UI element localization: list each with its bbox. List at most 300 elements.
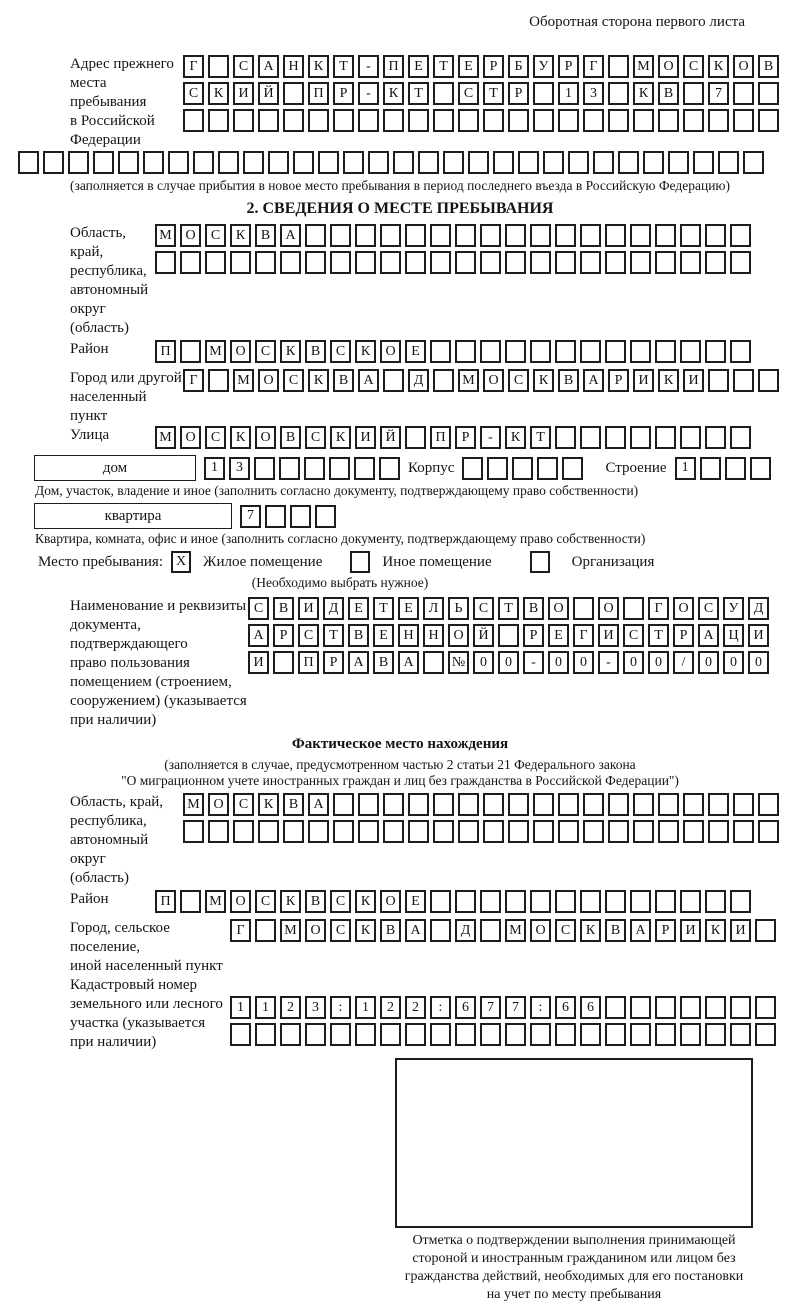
char-box[interactable]	[705, 996, 726, 1019]
char-box[interactable]: О	[658, 55, 679, 78]
char-box[interactable]	[630, 340, 651, 363]
checkbox-organization[interactable]	[530, 551, 550, 573]
char-box[interactable]	[680, 996, 701, 1019]
char-box[interactable]: О	[448, 624, 469, 647]
char-box[interactable]	[318, 151, 339, 174]
char-box[interactable]	[329, 457, 350, 480]
char-box[interactable]: П	[155, 890, 176, 913]
char-box[interactable]: О	[733, 55, 754, 78]
char-box[interactable]: Н	[423, 624, 444, 647]
char-box[interactable]: А	[698, 624, 719, 647]
char-box[interactable]	[290, 505, 311, 528]
char-box[interactable]	[230, 1023, 251, 1046]
char-box[interactable]	[630, 224, 651, 247]
char-box[interactable]	[430, 224, 451, 247]
char-box[interactable]	[730, 224, 751, 247]
char-box[interactable]	[755, 919, 776, 942]
char-box[interactable]: С	[330, 340, 351, 363]
char-box[interactable]: С	[305, 426, 326, 449]
char-box[interactable]	[255, 1023, 276, 1046]
char-box[interactable]: С	[255, 340, 276, 363]
char-box[interactable]	[304, 457, 325, 480]
char-box[interactable]	[618, 151, 639, 174]
char-box[interactable]	[680, 426, 701, 449]
char-box[interactable]	[168, 151, 189, 174]
char-box[interactable]	[630, 1023, 651, 1046]
char-box[interactable]: А	[405, 919, 426, 942]
char-box[interactable]: С	[205, 426, 226, 449]
char-box[interactable]	[354, 457, 375, 480]
char-box[interactable]: -	[480, 426, 501, 449]
char-box[interactable]: Ь	[448, 597, 469, 620]
char-box[interactable]	[183, 820, 204, 843]
char-box[interactable]: С	[205, 224, 226, 247]
char-box[interactable]	[205, 251, 226, 274]
char-box[interactable]: К	[280, 340, 301, 363]
char-box[interactable]: А	[583, 369, 604, 392]
char-box[interactable]	[180, 251, 201, 274]
char-box[interactable]	[380, 251, 401, 274]
char-box[interactable]	[68, 151, 89, 174]
char-box[interactable]	[355, 251, 376, 274]
char-box[interactable]	[265, 505, 286, 528]
char-box[interactable]	[758, 82, 779, 105]
char-box[interactable]: 6	[555, 996, 576, 1019]
char-box[interactable]	[405, 224, 426, 247]
char-box[interactable]	[255, 919, 276, 942]
char-box[interactable]: К	[533, 369, 554, 392]
char-box[interactable]: В	[523, 597, 544, 620]
char-box[interactable]: В	[348, 624, 369, 647]
char-box[interactable]: А	[348, 651, 369, 674]
char-box[interactable]	[480, 340, 501, 363]
char-box[interactable]	[518, 151, 539, 174]
char-box[interactable]	[530, 340, 551, 363]
char-box[interactable]: Е	[405, 340, 426, 363]
char-box[interactable]	[358, 820, 379, 843]
char-box[interactable]: С	[683, 55, 704, 78]
char-box[interactable]	[733, 793, 754, 816]
char-box[interactable]	[208, 55, 229, 78]
char-box[interactable]: Т	[648, 624, 669, 647]
char-box[interactable]: 2	[380, 996, 401, 1019]
char-box[interactable]: Р	[508, 82, 529, 105]
char-box[interactable]	[283, 820, 304, 843]
char-box[interactable]	[462, 457, 483, 480]
checkbox-other-premises[interactable]	[350, 551, 370, 573]
char-box[interactable]	[730, 996, 751, 1019]
char-box[interactable]	[508, 820, 529, 843]
char-box[interactable]: К	[230, 426, 251, 449]
char-box[interactable]: М	[233, 369, 254, 392]
char-box[interactable]	[380, 224, 401, 247]
char-box[interactable]	[655, 890, 676, 913]
char-box[interactable]	[533, 109, 554, 132]
char-box[interactable]	[655, 996, 676, 1019]
char-box[interactable]	[580, 1023, 601, 1046]
char-box[interactable]	[580, 224, 601, 247]
char-box[interactable]	[355, 224, 376, 247]
char-box[interactable]: 1	[230, 996, 251, 1019]
char-box[interactable]	[608, 109, 629, 132]
char-box[interactable]: О	[230, 340, 251, 363]
char-box[interactable]: Т	[333, 55, 354, 78]
char-box[interactable]	[750, 457, 771, 480]
char-box[interactable]	[655, 1023, 676, 1046]
char-box[interactable]: М	[505, 919, 526, 942]
char-box[interactable]	[680, 224, 701, 247]
char-box[interactable]: В	[605, 919, 626, 942]
char-box[interactable]: Д	[408, 369, 429, 392]
char-box[interactable]: Й	[380, 426, 401, 449]
char-box[interactable]: В	[280, 426, 301, 449]
char-box[interactable]: Е	[373, 624, 394, 647]
char-box[interactable]	[530, 1023, 551, 1046]
char-box[interactable]	[405, 426, 426, 449]
char-box[interactable]	[683, 109, 704, 132]
char-box[interactable]	[183, 109, 204, 132]
char-box[interactable]: Г	[183, 369, 204, 392]
char-box[interactable]: О	[548, 597, 569, 620]
char-box[interactable]: О	[305, 919, 326, 942]
char-box[interactable]: С	[473, 597, 494, 620]
char-box[interactable]: О	[483, 369, 504, 392]
char-box[interactable]	[333, 109, 354, 132]
char-box[interactable]	[705, 890, 726, 913]
char-box[interactable]	[580, 251, 601, 274]
char-box[interactable]: 6	[580, 996, 601, 1019]
char-box[interactable]: П	[430, 426, 451, 449]
char-box[interactable]: А	[398, 651, 419, 674]
char-box[interactable]: К	[258, 793, 279, 816]
char-box[interactable]	[705, 251, 726, 274]
char-box[interactable]: Т	[408, 82, 429, 105]
char-box[interactable]: Л	[423, 597, 444, 620]
char-box[interactable]	[730, 426, 751, 449]
char-box[interactable]	[468, 151, 489, 174]
char-box[interactable]: К	[633, 82, 654, 105]
char-box[interactable]	[730, 890, 751, 913]
char-box[interactable]: Т	[323, 624, 344, 647]
char-box[interactable]: В	[305, 340, 326, 363]
char-box[interactable]	[383, 793, 404, 816]
char-box[interactable]	[483, 109, 504, 132]
char-box[interactable]	[733, 369, 754, 392]
char-box[interactable]	[358, 109, 379, 132]
char-box[interactable]: Т	[498, 597, 519, 620]
char-box[interactable]: И	[298, 597, 319, 620]
char-box[interactable]	[608, 82, 629, 105]
char-box[interactable]	[608, 55, 629, 78]
char-box[interactable]	[533, 82, 554, 105]
char-box[interactable]	[330, 1023, 351, 1046]
char-box[interactable]	[705, 426, 726, 449]
char-box[interactable]	[530, 224, 551, 247]
char-box[interactable]: Р	[673, 624, 694, 647]
char-box[interactable]	[368, 151, 389, 174]
char-box[interactable]: 0	[473, 651, 494, 674]
char-box[interactable]: К	[355, 919, 376, 942]
char-box[interactable]: С	[283, 369, 304, 392]
char-box[interactable]	[218, 151, 239, 174]
char-box[interactable]: В	[283, 793, 304, 816]
char-box[interactable]: К	[658, 369, 679, 392]
char-box[interactable]	[655, 426, 676, 449]
char-box[interactable]: Р	[523, 624, 544, 647]
char-box[interactable]	[555, 1023, 576, 1046]
char-box[interactable]: М	[205, 890, 226, 913]
char-box[interactable]	[708, 369, 729, 392]
char-box[interactable]: -	[523, 651, 544, 674]
char-box[interactable]: Г	[183, 55, 204, 78]
char-box[interactable]	[705, 224, 726, 247]
char-box[interactable]	[555, 426, 576, 449]
char-box[interactable]	[705, 340, 726, 363]
char-box[interactable]	[558, 793, 579, 816]
char-box[interactable]: С	[330, 919, 351, 942]
char-box[interactable]	[393, 151, 414, 174]
char-box[interactable]: Г	[648, 597, 669, 620]
char-box[interactable]	[700, 457, 721, 480]
char-box[interactable]: А	[280, 224, 301, 247]
char-box[interactable]: И	[748, 624, 769, 647]
char-box[interactable]	[430, 251, 451, 274]
char-box[interactable]	[505, 890, 526, 913]
char-box[interactable]	[605, 890, 626, 913]
char-box[interactable]	[555, 251, 576, 274]
char-box[interactable]	[708, 109, 729, 132]
char-box[interactable]	[533, 793, 554, 816]
char-box[interactable]: О	[208, 793, 229, 816]
char-box[interactable]: С	[233, 55, 254, 78]
char-box[interactable]: 3	[583, 82, 604, 105]
char-box[interactable]	[655, 251, 676, 274]
char-box[interactable]	[558, 109, 579, 132]
char-box[interactable]	[93, 151, 114, 174]
char-box[interactable]	[379, 457, 400, 480]
char-box[interactable]	[583, 820, 604, 843]
char-box[interactable]	[193, 151, 214, 174]
char-box[interactable]	[633, 109, 654, 132]
char-box[interactable]: М	[633, 55, 654, 78]
char-box[interactable]	[458, 820, 479, 843]
char-box[interactable]: С	[233, 793, 254, 816]
char-box[interactable]	[458, 793, 479, 816]
char-box[interactable]	[455, 224, 476, 247]
char-box[interactable]: К	[355, 340, 376, 363]
char-box[interactable]	[280, 1023, 301, 1046]
char-box[interactable]: О	[530, 919, 551, 942]
char-box[interactable]	[730, 1023, 751, 1046]
char-box[interactable]	[433, 82, 454, 105]
char-box[interactable]	[408, 109, 429, 132]
char-box[interactable]	[455, 1023, 476, 1046]
char-box[interactable]: П	[298, 651, 319, 674]
char-box[interactable]	[630, 426, 651, 449]
char-box[interactable]: 1	[255, 996, 276, 1019]
char-box[interactable]: С	[623, 624, 644, 647]
char-box[interactable]	[293, 151, 314, 174]
char-box[interactable]: С	[183, 82, 204, 105]
char-box[interactable]	[555, 224, 576, 247]
char-box[interactable]: Р	[323, 651, 344, 674]
char-box[interactable]: Р	[483, 55, 504, 78]
char-box[interactable]	[343, 151, 364, 174]
char-box[interactable]: В	[373, 651, 394, 674]
char-box[interactable]: /	[673, 651, 694, 674]
char-box[interactable]: М	[280, 919, 301, 942]
char-box[interactable]: М	[205, 340, 226, 363]
char-box[interactable]	[558, 820, 579, 843]
char-box[interactable]: С	[298, 624, 319, 647]
char-box[interactable]	[230, 251, 251, 274]
char-box[interactable]	[283, 109, 304, 132]
char-box[interactable]	[433, 109, 454, 132]
char-box[interactable]: А	[248, 624, 269, 647]
char-box[interactable]: К	[330, 426, 351, 449]
char-box[interactable]	[430, 890, 451, 913]
char-box[interactable]	[480, 224, 501, 247]
char-box[interactable]: М	[155, 224, 176, 247]
char-box[interactable]	[680, 340, 701, 363]
char-box[interactable]	[455, 890, 476, 913]
char-box[interactable]	[243, 151, 264, 174]
char-box[interactable]: К	[280, 890, 301, 913]
char-box[interactable]	[508, 793, 529, 816]
char-box[interactable]	[308, 109, 329, 132]
char-box[interactable]: К	[208, 82, 229, 105]
char-box[interactable]	[180, 340, 201, 363]
char-box[interactable]	[758, 369, 779, 392]
char-box[interactable]: О	[673, 597, 694, 620]
char-box[interactable]	[233, 820, 254, 843]
char-box[interactable]	[730, 251, 751, 274]
char-box[interactable]: 2	[280, 996, 301, 1019]
char-box[interactable]: К	[383, 82, 404, 105]
char-box[interactable]	[758, 109, 779, 132]
char-box[interactable]: И	[598, 624, 619, 647]
char-box[interactable]: Е	[405, 890, 426, 913]
char-box[interactable]: Н	[283, 55, 304, 78]
char-box[interactable]: И	[680, 919, 701, 942]
char-box[interactable]: Е	[398, 597, 419, 620]
char-box[interactable]	[533, 820, 554, 843]
char-box[interactable]	[208, 820, 229, 843]
char-box[interactable]: Д	[323, 597, 344, 620]
char-box[interactable]: К	[708, 55, 729, 78]
char-box[interactable]	[508, 109, 529, 132]
char-box[interactable]: М	[155, 426, 176, 449]
char-box[interactable]: И	[248, 651, 269, 674]
char-box[interactable]: 7	[480, 996, 501, 1019]
char-box[interactable]	[143, 151, 164, 174]
char-box[interactable]: С	[698, 597, 719, 620]
char-box[interactable]	[433, 820, 454, 843]
char-box[interactable]: П	[308, 82, 329, 105]
char-box[interactable]	[530, 890, 551, 913]
char-box[interactable]	[433, 793, 454, 816]
char-box[interactable]: П	[155, 340, 176, 363]
char-box[interactable]: Г	[230, 919, 251, 942]
char-box[interactable]	[693, 151, 714, 174]
char-box[interactable]	[405, 1023, 426, 1046]
char-box[interactable]	[583, 793, 604, 816]
char-box[interactable]	[580, 340, 601, 363]
char-box[interactable]	[530, 251, 551, 274]
char-box[interactable]	[562, 457, 583, 480]
char-box[interactable]	[405, 251, 426, 274]
char-box[interactable]	[658, 109, 679, 132]
char-box[interactable]	[633, 820, 654, 843]
char-box[interactable]	[118, 151, 139, 174]
char-box[interactable]	[455, 340, 476, 363]
char-box[interactable]: К	[308, 369, 329, 392]
char-box[interactable]	[593, 151, 614, 174]
char-box[interactable]: И	[730, 919, 751, 942]
char-box[interactable]: Т	[373, 597, 394, 620]
char-box[interactable]: М	[458, 369, 479, 392]
char-box[interactable]: В	[558, 369, 579, 392]
char-box[interactable]: А	[308, 793, 329, 816]
char-box[interactable]: Т	[530, 426, 551, 449]
char-box[interactable]	[605, 426, 626, 449]
char-box[interactable]: 7	[708, 82, 729, 105]
char-box[interactable]	[430, 340, 451, 363]
char-box[interactable]: 1	[675, 457, 696, 480]
char-box[interactable]	[333, 793, 354, 816]
char-box[interactable]	[655, 340, 676, 363]
char-box[interactable]: И	[355, 426, 376, 449]
char-box[interactable]	[333, 820, 354, 843]
char-box[interactable]: Е	[348, 597, 369, 620]
char-box[interactable]	[483, 820, 504, 843]
char-box[interactable]	[537, 457, 558, 480]
char-box[interactable]: Р	[558, 55, 579, 78]
char-box[interactable]: О	[380, 340, 401, 363]
char-box[interactable]	[358, 793, 379, 816]
char-box[interactable]	[268, 151, 289, 174]
char-box[interactable]	[630, 890, 651, 913]
char-box[interactable]: С	[330, 890, 351, 913]
char-box[interactable]: У	[723, 597, 744, 620]
char-box[interactable]	[605, 340, 626, 363]
char-box[interactable]: Р	[608, 369, 629, 392]
char-box[interactable]: :	[330, 996, 351, 1019]
char-box[interactable]	[605, 1023, 626, 1046]
char-box[interactable]	[315, 505, 336, 528]
char-box[interactable]	[605, 996, 626, 1019]
char-box[interactable]: К	[580, 919, 601, 942]
char-box[interactable]: К	[308, 55, 329, 78]
char-box[interactable]: Й	[473, 624, 494, 647]
char-box[interactable]: О	[180, 426, 201, 449]
char-box[interactable]: С	[458, 82, 479, 105]
char-box[interactable]: -	[598, 651, 619, 674]
char-box[interactable]: 0	[548, 651, 569, 674]
char-box[interactable]	[718, 151, 739, 174]
char-box[interactable]	[573, 597, 594, 620]
char-box[interactable]	[418, 151, 439, 174]
char-box[interactable]	[630, 996, 651, 1019]
char-box[interactable]	[283, 82, 304, 105]
char-box[interactable]: С	[255, 890, 276, 913]
char-box[interactable]	[487, 457, 508, 480]
char-box[interactable]: Р	[273, 624, 294, 647]
char-box[interactable]: О	[255, 426, 276, 449]
char-box[interactable]: Р	[333, 82, 354, 105]
char-box[interactable]: 0	[498, 651, 519, 674]
char-box[interactable]	[208, 109, 229, 132]
